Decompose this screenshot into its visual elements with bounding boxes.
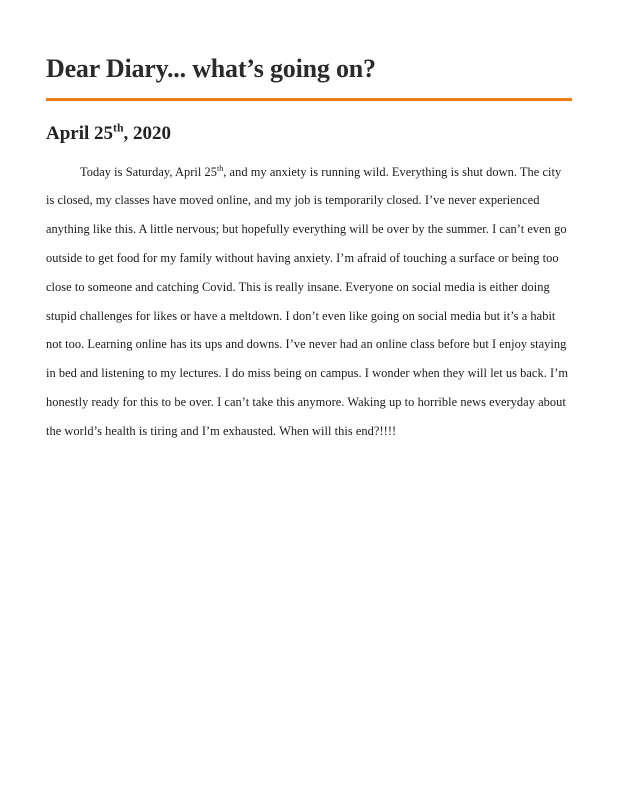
entry-date-heading xyxy=(46,123,572,146)
entry-paragraph xyxy=(46,158,572,446)
entry-date-monthday: April 25 xyxy=(46,122,114,144)
entry-date-year: , 2020 xyxy=(123,122,171,144)
paragraph-lead-ordinal: th xyxy=(217,163,224,173)
title-divider xyxy=(46,98,572,101)
paragraph-body-text: , and my anxiety is running wild. Everything is shut down. The city is closed, my classes have moved online, and my job is temporarily closed. I’ve never experienced anything like this. A little nervous; but hopefully everything will be over by the summer. I can’t even go outside to get food for my family without having anxiety. I’m afraid of touching a surface or being too close to someone and catching Covid. This is really insane. Everyone on social media is either doing stupid challenges for likes or have a meltdown. I don’t even like going on social media but it’s a habit not too. Learning online has its ups and downs. I’ve never had an online class before but I enjoy staying in bed and listening to my lectures. I do miss being on campus. I wonder when they will let us back. I’m honestly ready for this to be over. I can’t take this anymore. Waking up to horrible news everyday about the world’s health is tiring and I’m exhausted. When will this end?!!!! xyxy=(46,164,569,438)
entry-date-ordinal: th xyxy=(113,121,124,135)
paragraph-lead-text: Today is Saturday, April 25 xyxy=(80,164,217,179)
page-title: Dear Diary... what’s going on? xyxy=(46,54,376,83)
